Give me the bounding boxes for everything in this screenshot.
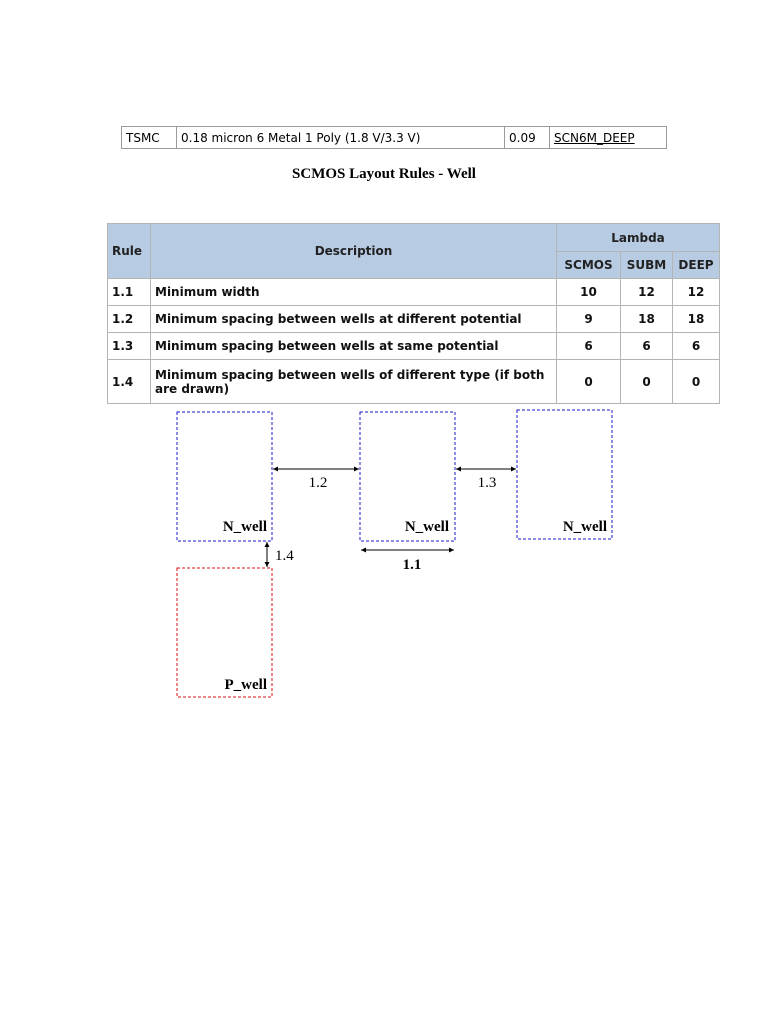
vendor-cell: TSMC	[122, 127, 177, 149]
subm-cell: 0	[621, 360, 673, 404]
description-cell: Minimum spacing between wells at same potential	[151, 333, 557, 360]
table-row	[108, 333, 720, 360]
process-info-table	[121, 126, 667, 149]
dim-label-1-1: 1.1	[402, 557, 422, 573]
subm-header: SUBM	[621, 252, 673, 279]
design-rule-cell	[550, 127, 667, 149]
n-well-label-3: N_well	[562, 519, 607, 535]
description-cell: Minimum width	[151, 279, 557, 306]
description-header: Description	[151, 224, 557, 279]
table-row	[108, 360, 720, 404]
n-well-label-2: N_well	[404, 519, 449, 535]
process-cell: 0.18 micron 6 Metal 1 Poly (1.8 V/3.3 V)	[177, 127, 505, 149]
rule-header: Rule	[108, 224, 151, 279]
n-well-label-1: N_well	[222, 519, 267, 535]
table-row	[108, 279, 720, 306]
subm-cell: 12	[621, 279, 673, 306]
dim-label-1-3: 1.3	[477, 475, 497, 491]
scmos-header: SCMOS	[557, 252, 621, 279]
deep-cell: 6	[673, 333, 720, 360]
n-well-box-2	[360, 412, 455, 541]
scmos-cell: 9	[557, 306, 621, 333]
deep-cell: 12	[673, 279, 720, 306]
scmos-cell: 10	[557, 279, 621, 306]
dim-label-1-2: 1.2	[308, 475, 328, 491]
well-rules-table	[107, 223, 720, 404]
page-title: SCMOS Layout Rules - Well	[292, 166, 476, 182]
description-cell: Minimum spacing between wells at different potential	[151, 306, 557, 333]
scn6m-deep-link[interactable]: SCN6M_DEEP	[554, 130, 635, 145]
deep-cell: 0	[673, 360, 720, 404]
dim-label-1-4: 1.4	[275, 548, 294, 564]
scmos-cell: 0	[557, 360, 621, 404]
subm-cell: 18	[621, 306, 673, 333]
process-row	[122, 127, 667, 149]
p-well-box	[177, 568, 272, 697]
description-cell: Minimum spacing between wells of different type (if both are drawn)	[151, 360, 557, 404]
p-well-label: P_well	[224, 677, 267, 693]
lambda-cell: 0.09	[505, 127, 550, 149]
scmos-cell: 6	[557, 333, 621, 360]
deep-header: DEEP	[673, 252, 720, 279]
rule-cell: 1.1	[108, 279, 151, 306]
rule-cell: 1.4	[108, 360, 151, 404]
rule-cell: 1.2	[108, 306, 151, 333]
n-well-box-1	[177, 412, 272, 541]
lambda-header: Lambda	[557, 224, 720, 252]
n-well-box-3	[517, 410, 612, 539]
subm-cell: 6	[621, 333, 673, 360]
table-row	[108, 306, 720, 333]
rule-cell: 1.3	[108, 333, 151, 360]
deep-cell: 18	[673, 306, 720, 333]
